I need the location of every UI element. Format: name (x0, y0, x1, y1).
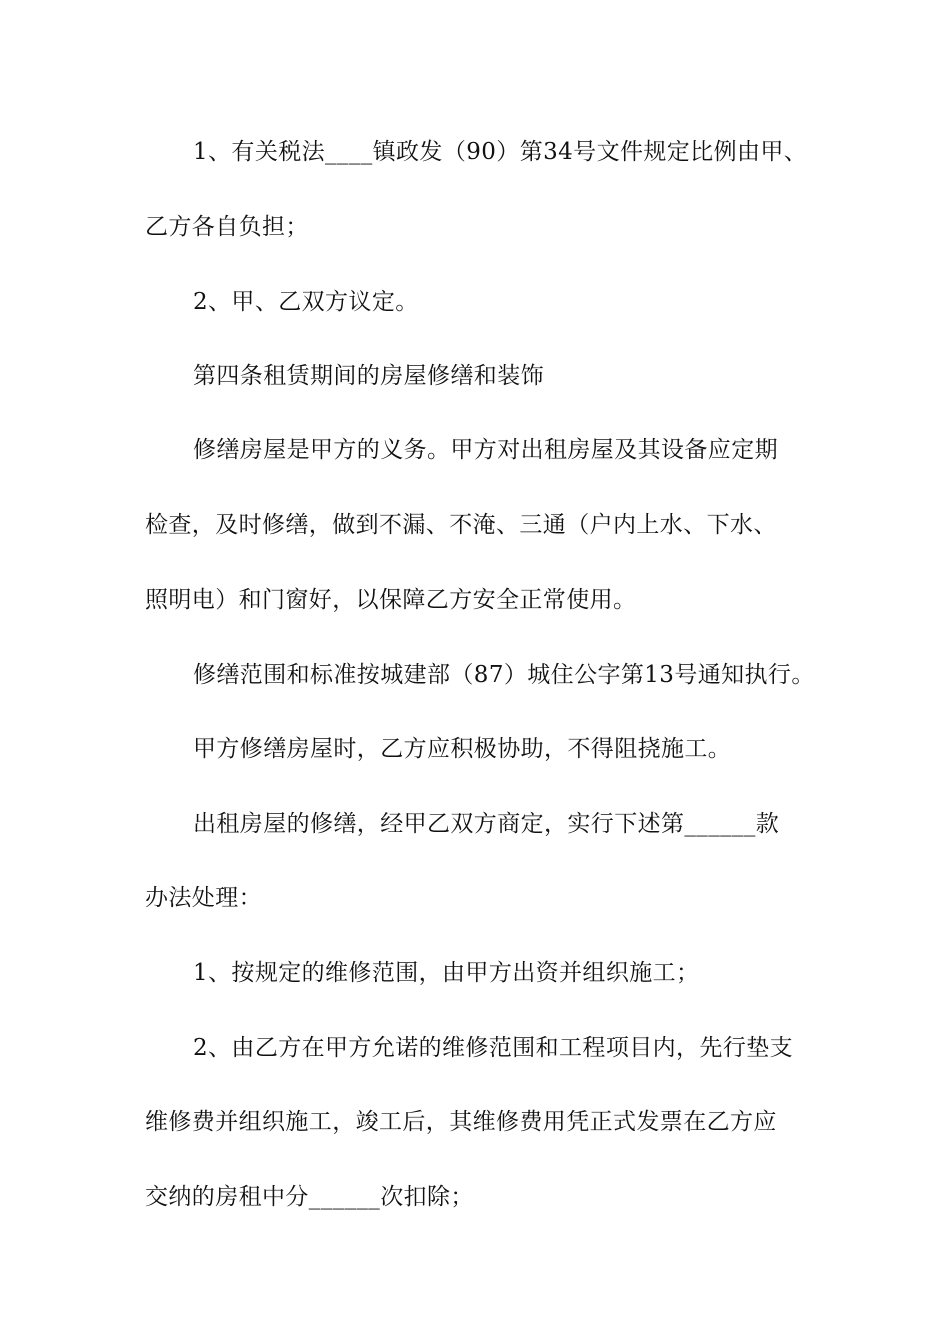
text-line-13: 2、由乙方在甲方允诺的维修范围和工程项目内，先行垫支 (193, 1035, 794, 1061)
text-line-9: 甲方修缮房屋时，乙方应积极协助，不得阻挠施工。 (193, 736, 732, 762)
text-line-6: 检查，及时修缮，做到不漏、不淹、三通（户内上水、下水、 (145, 512, 777, 538)
text-line-10: 出租房屋的修缮，经甲乙双方商定，实行下述第______款 (193, 811, 780, 837)
section-heading: 第四条租赁期间的房屋修缮和装饰 (193, 363, 544, 389)
text-line-15: 交纳的房租中分______次扣除； (145, 1184, 474, 1210)
text-line-3: 2、甲、乙双方议定。 (193, 289, 419, 315)
text-line-8: 修缮范围和标准按城建部（87）城住公字第13号通知执行。 (193, 662, 815, 688)
text-line-12: 1、按规定的维修范围，由甲方出资并组织施工； (193, 960, 700, 986)
text-line-1: 1、有关税法____镇政发（90）第34号文件规定比例由甲、 (193, 139, 808, 165)
text-line-11: 办法处理： (145, 885, 262, 911)
text-line-2: 乙方各自负担； (145, 214, 309, 240)
text-line-5: 修缮房屋是甲方的义务。甲方对出租房屋及其设备应定期 (193, 437, 778, 463)
text-line-14: 维修费并组织施工，竣工后，其维修费用凭正式发票在乙方应 (145, 1109, 777, 1135)
text-line-7: 照明电）和门窗好，以保障乙方安全正常使用。 (145, 587, 637, 613)
